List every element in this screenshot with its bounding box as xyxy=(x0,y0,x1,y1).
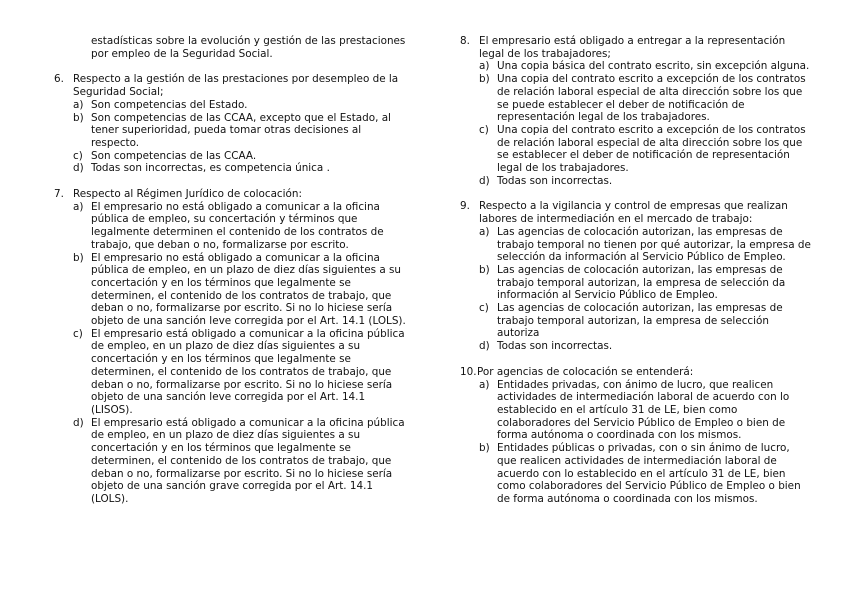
option-letter: d) xyxy=(479,340,490,353)
option-text: El empresario no está obligado a comunicar a la oficina pública de empleo, en un plazo de diez días siguientes a su concertación y en los términos que legalmente se determinen, el contenido de los contratos de trabajo, que deban o no, formalizarse por escrito. Si no lo hiciese sería objeto de una sanción leve corregida por el Art. 14.1 (LOLS). xyxy=(91,251,406,328)
option-letter: a) xyxy=(479,60,490,73)
option-letter: a) xyxy=(479,378,490,391)
option-list xyxy=(479,379,812,506)
option-b xyxy=(479,73,812,124)
question-9 xyxy=(460,200,812,352)
option-text: El empresario no está obligado a comunicar a la oficina pública de empleo, su concertación y términos que legalmente determinen el contenido de los contratos de trabajo, que deban o no, formalizarse por escrito. xyxy=(91,200,384,251)
option-text: Todas son incorrectas. xyxy=(497,174,613,187)
option-text: Son competencias del Estado. xyxy=(91,98,248,111)
option-letter: b) xyxy=(479,442,490,455)
option-text: Todas son incorrectas. xyxy=(497,340,613,353)
option-list xyxy=(73,99,406,175)
option-text: Una copia básica del contrato escrito, sin excepción alguna. xyxy=(497,60,810,73)
right-column xyxy=(460,35,812,519)
option-text: El empresario está obligado a comunicar a la oficina pública de empleo, en un plazo de diez días siguientes a su concertación y en los términos que legalmente se determinen, el contenido de los contratos de trabajo, que deban o no, formalizarse por escrito. Si no lo hiciese sería objeto de una sanción grave corregida por el Art. 14.1 (LOLS). xyxy=(91,416,405,505)
option-letter: b) xyxy=(479,263,490,276)
option-letter: c) xyxy=(479,302,489,315)
option-b xyxy=(479,264,812,302)
option-text: Una copia del contrato escrito a excepción de los contratos de relación laboral especial de alta dirección sobre los que se puede establecer el deber de notificación de representación legal de los trabajadores. xyxy=(497,73,806,124)
question-stem: El empresario está obligado a entregar a la representación legal de los trabajadores; xyxy=(479,35,786,60)
question-7 xyxy=(54,188,406,506)
option-list xyxy=(73,201,406,506)
option-letter: a) xyxy=(479,225,490,238)
option-d xyxy=(73,162,406,175)
question-number: 6. xyxy=(54,73,64,86)
question-8 xyxy=(460,35,812,187)
left-column xyxy=(54,35,406,519)
option-letter: c) xyxy=(479,123,489,136)
option-text: Las agencias de colocación autorizan, las empresas de trabajo temporal autorizan, la empresa de selección da información al Servicio Público de Empleo. xyxy=(497,263,786,302)
option-d xyxy=(479,175,812,188)
option-letter: a) xyxy=(73,200,84,213)
option-d xyxy=(479,340,812,353)
option-text: Una copia del contrato escrito a excepción de los contratos de relación laboral especial de alta dirección sobre los que se establecer el deber de notificación de representación legal de los trabajadores. xyxy=(497,123,806,175)
option-a xyxy=(479,379,812,443)
option-text: Son competencias de las CCAA, excepto que el Estado, al tener superioridad, pueda tomar otras decisiones al respecto. xyxy=(91,111,391,149)
option-b xyxy=(73,112,406,150)
question-number: 9. xyxy=(460,200,470,213)
option-text: Entidades privadas, con ánimo de lucro, que realicen actividades de intermediación laboral de acuerdo con lo establecido en el artículo 31 de LE, bien como colaboradores del Servicio Público de Empleo o bien de forma autónoma o coordinada con los mismos. xyxy=(497,378,790,442)
option-d xyxy=(73,417,406,506)
option-a xyxy=(479,226,812,264)
option-text: Las agencias de colocación autorizan, las empresas de trabajo temporal autorizan, la empresa de selección autoriza xyxy=(497,302,783,340)
option-list xyxy=(479,226,812,353)
question-stem: Respecto a la gestión de las prestaciones por desempleo de la Seguridad Social; xyxy=(73,73,399,99)
option-b xyxy=(479,442,812,506)
option-text: Las agencias de colocación autorizan, las empresas de trabajo temporal no tienen por qué autorizar, la empresa de selección da información al Servicio Público de Empleo. xyxy=(497,225,811,264)
question-5-continuation: estadísticas sobre la evolución y gestión de las prestaciones por empleo de la Seguridad Social. xyxy=(91,35,406,60)
question-10 xyxy=(460,366,812,506)
option-letter: d) xyxy=(479,174,490,187)
option-letter: d) xyxy=(73,416,84,429)
option-text: Entidades públicas o privadas, con o sin ánimo de lucro, que realicen actividades de intermediación laboral de acuerdo con lo establecido en el artículo 31 de LE, bien como colaboradores del Servicio Público de Empleo o bien de forma autónoma o coordinada con los mismos. xyxy=(497,442,801,505)
option-a xyxy=(479,60,812,73)
question-number: 8. xyxy=(460,35,470,47)
option-text: El empresario está obligado a comunicar a la oficina pública de empleo, en un plazo de diez días siguientes a su concertación y en los términos que legalmente se determinen, el contenido de los contratos de trabajo, que deban o no, formalizarse por escrito. Si no lo hiciese sería objeto de una sanción leve corregida por el Art. 14.1 (LISOS). xyxy=(91,327,405,416)
option-letter: b) xyxy=(479,73,490,86)
option-a xyxy=(73,99,406,112)
option-text: Son competencias de las CCAA. xyxy=(91,149,257,162)
option-letter: c) xyxy=(73,149,83,162)
option-letter: b) xyxy=(73,111,84,124)
option-letter: c) xyxy=(73,327,83,340)
question-number: 10. xyxy=(460,365,477,378)
option-b xyxy=(73,252,406,328)
option-list xyxy=(479,60,812,187)
option-a xyxy=(73,201,406,252)
question-number: 7. xyxy=(54,188,64,201)
option-c xyxy=(73,150,406,163)
question-6 xyxy=(54,73,406,175)
question-stem: Respecto a la vigilancia y control de empresas que realizan labores de intermediación en el mercado de trabajo: xyxy=(479,200,788,226)
option-c xyxy=(73,328,406,417)
option-letter: b) xyxy=(73,251,84,264)
question-stem: Respecto al Régimen Jurídico de colocación: xyxy=(73,188,302,201)
option-text: Todas son incorrectas, es competencia única . xyxy=(91,162,330,175)
question-stem: Por agencias de colocación se entenderá: xyxy=(477,365,694,378)
option-letter: a) xyxy=(73,98,84,111)
option-letter: d) xyxy=(73,162,84,175)
option-c xyxy=(479,302,812,340)
option-c xyxy=(479,124,812,175)
